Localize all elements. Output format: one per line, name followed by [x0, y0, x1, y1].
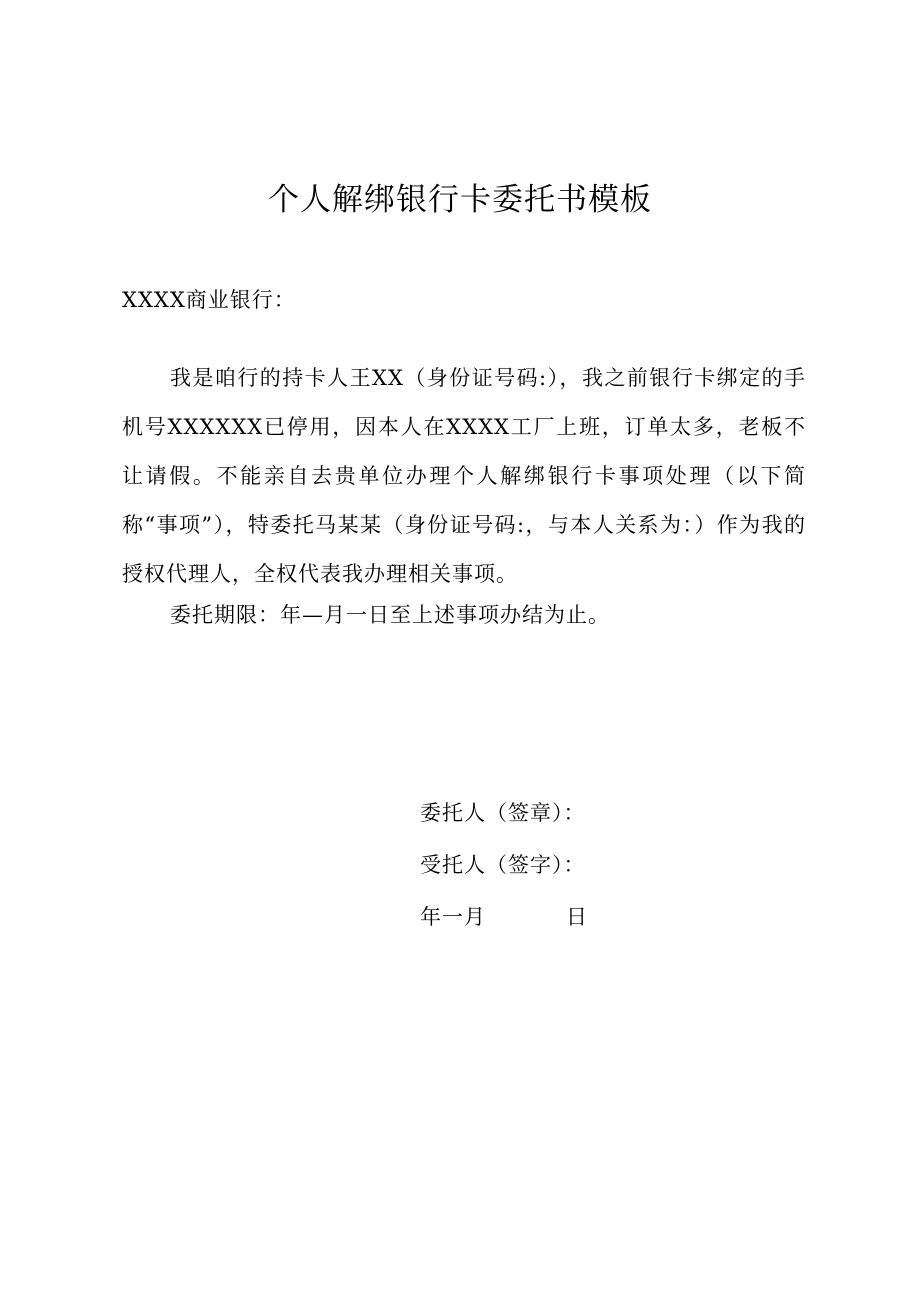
document-title: 个人解绑银行卡委托书模板	[268, 182, 652, 218]
entrustment-period: 委托期限：年—月一日至上述事项办结为止。	[170, 603, 610, 627]
agent-signature-line: 受托人（签字）：	[420, 853, 586, 877]
date-line	[420, 897, 586, 949]
addressee: XXXX商业银行：	[122, 288, 296, 312]
principal-signature-line: 委托人（签章）：	[420, 801, 586, 825]
date-day: 日	[566, 905, 588, 929]
body-paragraph: 我是咱行的持卡人王XX（身份证号码:），我之前银行卡绑定的手机号XXXXXX已停用，因本人在XXXX工厂上班，订单太多，老板不让请假。不能亲自去贵单位办理个人解绑银行卡事项处理（以下简称“事项”），特委托马某某（身份证号码:，与本人关系为：）作为我的授权代理人，全权代表我办理相关事项。	[122, 366, 806, 586]
date-year-month: 年一月	[420, 905, 486, 929]
signature-block	[420, 793, 586, 949]
